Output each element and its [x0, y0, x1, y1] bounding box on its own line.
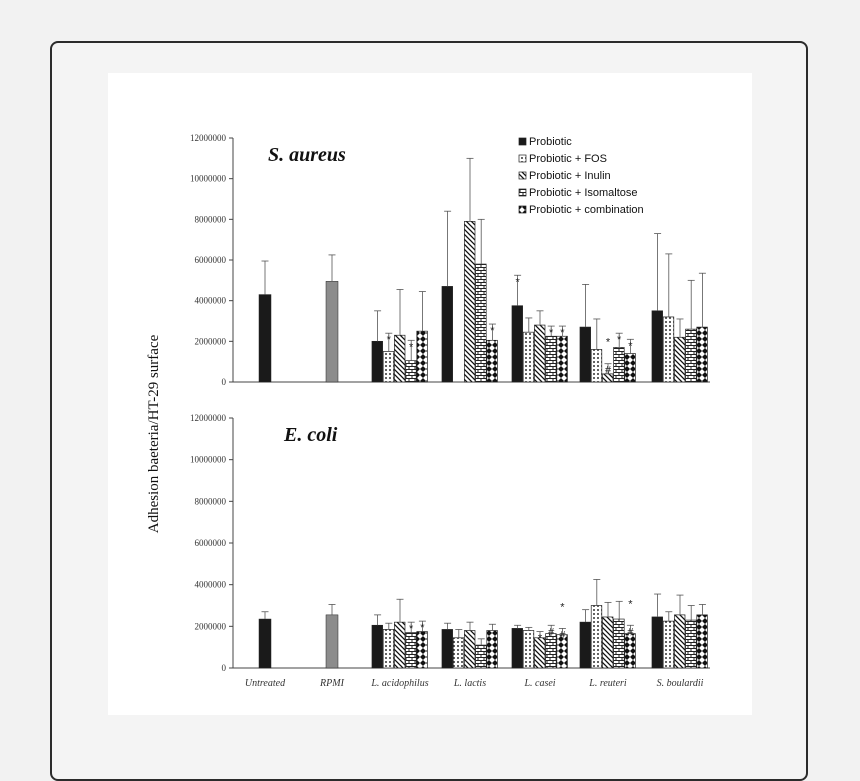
bar-l-acidophilus-probiotic-isomaltose [406, 361, 417, 382]
bar-s-boulardii-probiotic-fos [663, 621, 674, 668]
y-tick-label: 12000000 [190, 413, 226, 423]
y-tick-label: 0 [221, 663, 226, 673]
legend-swatch [519, 155, 526, 162]
x-category-label: RPMI [320, 678, 344, 689]
legend-label: Probiotic + Isomaltose [529, 187, 638, 199]
bar-l-casei-probiotic [512, 306, 523, 382]
y-tick-label: 10000000 [190, 173, 226, 184]
y-tick-label: 6000000 [194, 538, 226, 548]
bar-l-reuteri-probiotic-combination [625, 634, 636, 668]
y-tick-label: 4000000 [194, 579, 226, 590]
bar-l-acidophilus-probiotic-combination [417, 632, 428, 668]
legend-swatch [519, 206, 526, 213]
y-tick-label: 2000000 [194, 336, 226, 347]
bar-l-lactis-probiotic-inulin [464, 631, 475, 669]
bar-l-lactis-probiotic-isomaltose [476, 645, 487, 668]
legend-swatch [519, 138, 526, 145]
significance-mark: * [409, 341, 414, 354]
legend-label: Probiotic [529, 136, 572, 148]
bar-s-boulardii-probiotic-combination [697, 615, 708, 668]
bar-l-lactis-probiotic-combination [487, 340, 498, 382]
chart-title: S. aureus [268, 144, 346, 166]
y-tick-label: 12000000 [190, 133, 226, 143]
significance-mark: * [386, 334, 391, 347]
bar-s-boulardii-probiotic [652, 311, 663, 382]
bar-l-reuteri-probiotic-inulin [602, 617, 613, 668]
bar-s-boulardii-probiotic-isomaltose [686, 329, 697, 382]
bar-l-acidophilus-probiotic-inulin [394, 622, 405, 668]
legend-swatch [519, 172, 526, 179]
bar-l-casei-probiotic-inulin [534, 325, 545, 382]
bar-l-reuteri-probiotic-isomaltose [614, 347, 625, 382]
bar-l-casei-probiotic-fos [523, 631, 534, 669]
bar-l-acidophilus-probiotic-combination [417, 331, 428, 382]
bar-rpmi [326, 615, 338, 668]
significance-mark: * [409, 623, 414, 636]
y-tick-label: 10000000 [190, 454, 226, 465]
bar-l-reuteri-probiotic [580, 327, 591, 382]
x-category-label: L. casei [524, 678, 556, 689]
significance-mark: * [560, 601, 565, 614]
bar-s-boulardii-probiotic-inulin [674, 615, 685, 668]
bar-l-acidophilus-probiotic-inulin [394, 335, 405, 382]
bar-l-lactis-probiotic-fos [453, 638, 464, 668]
x-category-label: S. boulardii [656, 678, 704, 689]
bar-l-lactis-probiotic-inulin [464, 221, 475, 382]
bar-l-casei-probiotic-combination [557, 336, 568, 382]
x-category-label: L. acidophilus [371, 678, 429, 689]
significance-mark: * [490, 325, 495, 338]
y-tick-label: 6000000 [194, 255, 226, 265]
significance-mark: # [559, 629, 566, 642]
bar-s-boulardii-probiotic-combination [697, 327, 708, 382]
legend-swatch [519, 189, 526, 196]
significance-mark: # [604, 364, 612, 377]
y-axis-label: Adhesion baeteria/HT-29 surface [146, 334, 162, 534]
significance-mark: * [515, 276, 520, 289]
bar-l-reuteri-probiotic-isomaltose [614, 619, 625, 668]
bar-l-reuteri-probiotic-fos [591, 606, 602, 669]
significance-mark: * [420, 622, 425, 635]
bar-l-acidophilus-probiotic [372, 625, 383, 668]
bar-l-lactis-probiotic [442, 286, 453, 382]
bar-s-boulardii-probiotic-inulin [674, 337, 685, 382]
legend-label: Probiotic + combination [529, 204, 644, 216]
significance-mark: * [617, 334, 622, 347]
bar-l-acidophilus-probiotic-isomaltose [406, 633, 417, 668]
bar-l-acidophilus-probiotic [372, 341, 383, 382]
significance-mark: * [537, 632, 543, 645]
y-tick-label: 4000000 [194, 295, 226, 306]
bar-l-casei-probiotic-isomaltose [546, 634, 557, 668]
bar-l-acidophilus-probiotic-fos [383, 352, 394, 383]
y-tick-label: 8000000 [194, 496, 226, 507]
bar-l-lactis-probiotic-isomaltose [476, 264, 487, 382]
significance-mark: * [628, 340, 633, 353]
bar-l-lactis-probiotic-combination [487, 631, 498, 669]
bar-l-reuteri-probiotic-combination [625, 354, 636, 382]
bar-untreated [259, 295, 271, 382]
significance-mark: * [560, 327, 565, 340]
chart-title: E. coli [284, 424, 338, 446]
bar-l-casei-probiotic [512, 628, 523, 668]
y-tick-label: 2000000 [194, 621, 226, 632]
chart-panel-e-coli [190, 413, 710, 689]
bar-s-boulardii-probiotic [652, 617, 663, 668]
bar-l-lactis-probiotic [442, 629, 453, 668]
significance-mark: # [627, 626, 634, 639]
significance-mark: * [628, 598, 633, 611]
y-tick-label: 0 [221, 377, 226, 387]
bar-s-boulardii-probiotic-isomaltose [686, 620, 697, 668]
legend-label: Probiotic + FOS [529, 153, 607, 165]
x-category-label: L. lactis [453, 678, 487, 689]
bar-untreated [259, 619, 271, 668]
significance-mark: * [549, 327, 554, 340]
bar-l-reuteri-probiotic [580, 622, 591, 668]
legend [519, 136, 644, 216]
legend-label: Probiotic + Inulin [529, 170, 611, 182]
bar-rpmi [326, 281, 338, 382]
x-category-label: L. reuteri [589, 678, 627, 689]
bar-s-boulardii-probiotic-fos [663, 317, 674, 382]
bar-l-reuteri-probiotic-fos [591, 349, 602, 382]
chart-panel-s-aureus [190, 133, 710, 387]
x-category-label: Untreated [244, 678, 286, 689]
significance-mark: # [548, 626, 555, 639]
bar-l-acidophilus-probiotic-fos [383, 629, 394, 668]
significance-mark: * [605, 336, 611, 349]
y-tick-label: 8000000 [194, 214, 226, 225]
bar-l-casei-probiotic-isomaltose [546, 336, 557, 382]
bar-l-casei-probiotic-fos [523, 332, 534, 382]
